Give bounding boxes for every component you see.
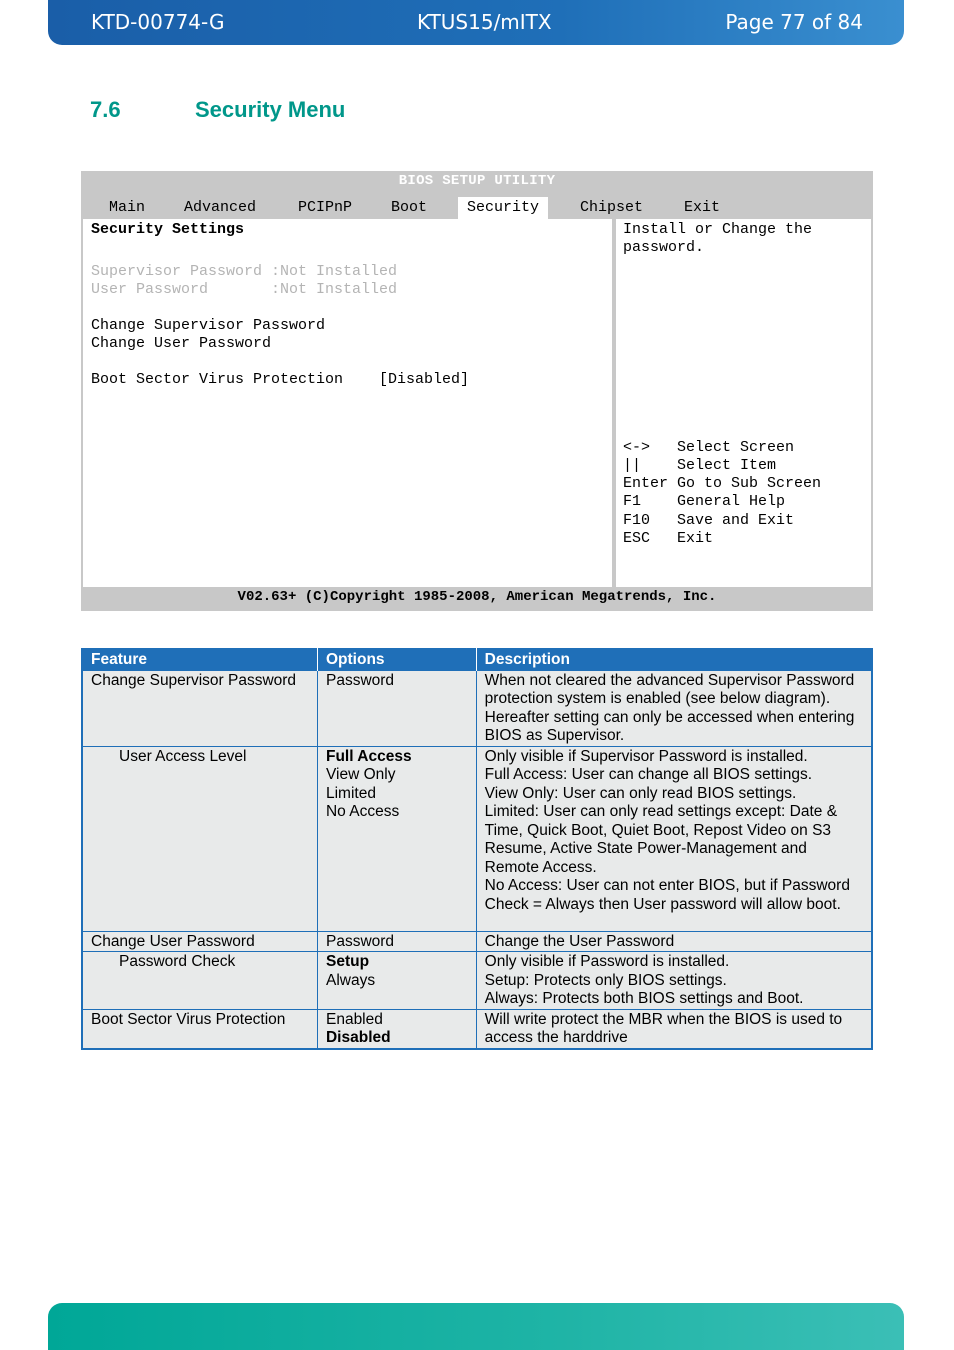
tab-pcipnp[interactable]: PCIPnP [298, 199, 353, 216]
tab-advanced[interactable]: Advanced [184, 199, 257, 216]
description-cell [476, 670, 872, 746]
change-user-password-item[interactable]: Change User Password [91, 335, 272, 352]
key-legend-select-screen: <-> Select Screen [623, 439, 795, 456]
description-text: Limited: User can only read settings except: Date & Time, Quick Boot, Quiet Boot, Repost Video on S3 Resume, Active State Power-Management and Remote Access. [484, 803, 838, 876]
description-cell [476, 1009, 872, 1049]
key-legend-save-exit: F10 Save and Exit [623, 512, 795, 529]
options-cell [317, 746, 476, 931]
bios-setup-screen [81, 171, 873, 611]
description-text: Change the User Password [484, 932, 675, 950]
supervisor-password-status: Supervisor Password :Not Installed [91, 263, 398, 280]
bios-tab-bar [81, 197, 873, 219]
help-text-line: password. [623, 239, 705, 256]
options-cell [317, 952, 476, 1010]
key-legend-sub-screen: Enter Go to Sub Screen [623, 475, 822, 492]
table-header-row [82, 648, 872, 670]
option-value-default: Full Access [325, 747, 412, 765]
description-text: Setup: Protects only BIOS settings. [484, 971, 727, 989]
option-value: Enabled [325, 1010, 383, 1028]
page-header [48, 0, 904, 45]
options-cell [317, 931, 476, 952]
settings-heading: Security Settings [91, 221, 245, 238]
option-value: No Access [325, 803, 400, 820]
description-cell [476, 931, 872, 952]
table-row [82, 931, 872, 952]
feature-cell: User Access Level [82, 746, 317, 931]
option-value: Password [325, 671, 395, 689]
column-header-description: Description [476, 648, 872, 670]
page-footer-bar [48, 1303, 904, 1350]
option-value: View Only [325, 766, 396, 783]
key-legend-exit: ESC Exit [623, 530, 714, 547]
description-text: When not cleared the advanced Supervisor Password protection system is enabled (see below diagram). Hereafter setting can only be accessed when entering BIOS as Supervisor. [484, 671, 855, 744]
help-text-line: Install or Change the [623, 221, 813, 238]
key-legend-general-help: F1 General Help [623, 493, 786, 510]
description-text: View Only: User can only read BIOS settings. [484, 784, 797, 802]
tab-security[interactable]: Security [458, 197, 548, 219]
tab-boot[interactable]: Boot [391, 199, 428, 216]
options-cell [317, 1009, 476, 1049]
key-legend-select-item: || Select Item [623, 457, 777, 474]
change-supervisor-password-item[interactable]: Change Supervisor Password [91, 317, 326, 334]
table-row [82, 1009, 872, 1049]
product-name: KTUS15/mITX [417, 10, 552, 34]
section-number: 7.6 [90, 97, 121, 122]
option-value: Always [325, 971, 376, 989]
option-value: Limited [325, 784, 376, 802]
description-text: Full Access: User can change all BIOS settings. [484, 766, 813, 783]
bios-title: BIOS SETUP UTILITY [398, 173, 556, 189]
option-value-default: Disabled [325, 1029, 391, 1046]
security-feature-table [81, 648, 873, 1050]
option-value: Password [325, 932, 395, 950]
section-title: Security Menu [195, 97, 346, 122]
column-header-options: Options [317, 648, 476, 670]
description-text: Will write protect the MBR when the BIOS is used to access the harddrive [484, 1010, 843, 1046]
feature-cell: Password Check [82, 952, 317, 1010]
bios-settings-panel [83, 219, 614, 587]
option-value-default: Setup [325, 953, 370, 970]
feature-cell: Change User Password [82, 931, 317, 952]
tab-main[interactable]: Main [109, 199, 146, 216]
bios-help-panel [616, 219, 871, 587]
options-cell [317, 670, 476, 746]
description-cell [476, 746, 872, 931]
description-cell [476, 952, 872, 1010]
description-text: Always: Protects both BIOS settings and Boot. [484, 990, 804, 1007]
column-header-feature: Feature [82, 648, 317, 670]
tab-chipset[interactable]: Chipset [580, 199, 644, 216]
table-row [82, 952, 872, 1010]
boot-sector-virus-protection-item[interactable]: Boot Sector Virus Protection [Disabled] [91, 371, 470, 388]
bios-copyright: V02.63+ (C)Copyright 1985-2008, American Megatrends, Inc. [237, 589, 717, 605]
table-row [82, 670, 872, 746]
description-text: Only visible if Password is installed. [484, 953, 730, 970]
document-id: KTD-00774-G [91, 10, 225, 34]
feature-cell: Boot Sector Virus Protection [82, 1009, 317, 1049]
page-number: Page 77 of 84 [725, 10, 863, 34]
description-text: No Access: User can not enter BIOS, but if Password Check = Always then User password will allow boot. [484, 877, 850, 913]
user-password-status: User Password :Not Installed [91, 281, 398, 298]
description-text: Only visible if Supervisor Password is installed. [484, 747, 808, 765]
table-row [82, 746, 872, 931]
tab-exit[interactable]: Exit [684, 199, 721, 216]
feature-cell: Change Supervisor Password [82, 670, 317, 746]
